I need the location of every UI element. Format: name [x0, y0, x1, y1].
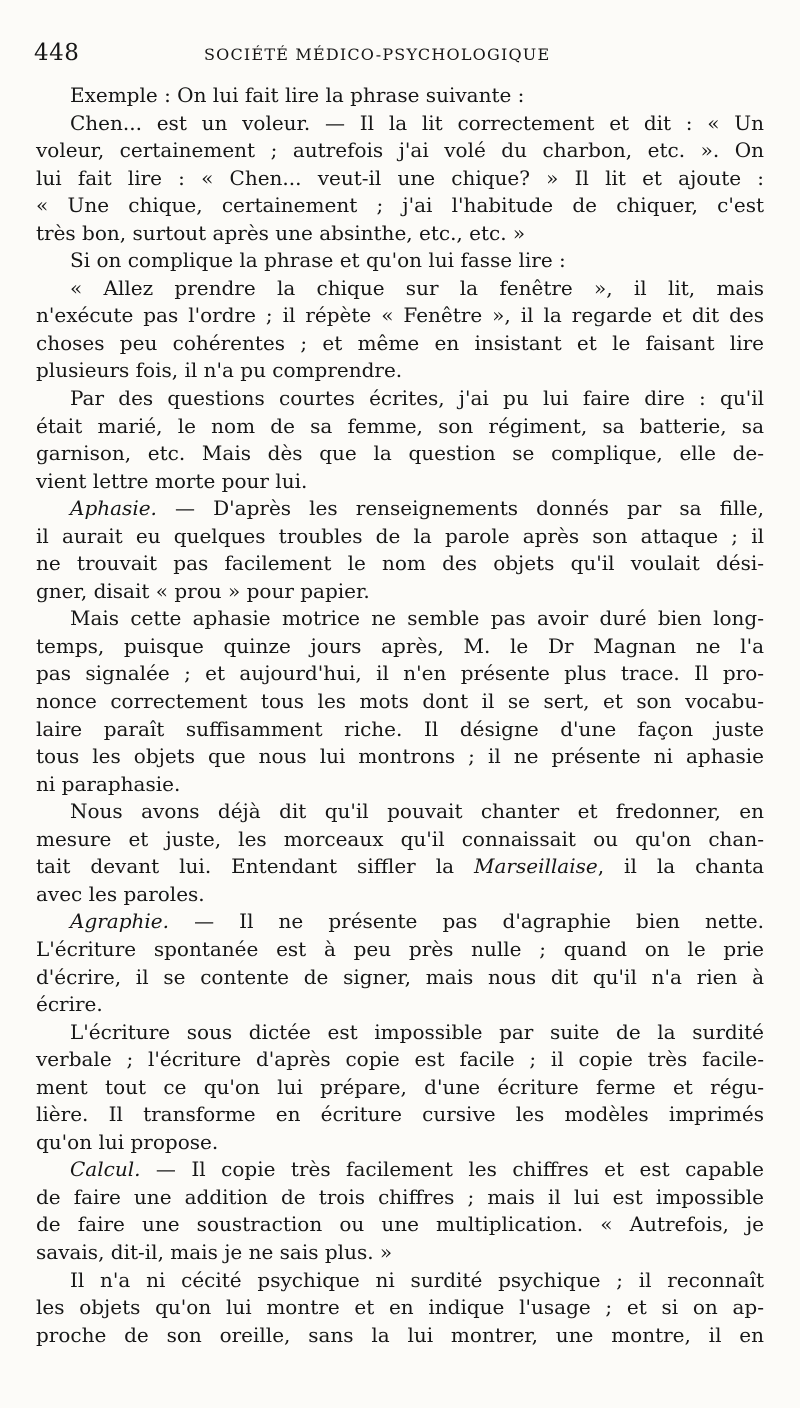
text-line: nonce correctement tous les mots dont il se sert, et son vocabu-: [36, 689, 764, 714]
text-line: de faire une soustraction ou une multiplication. « Autrefois, je: [36, 1212, 764, 1237]
text-line: Chen... est un voleur. — Il la lit correctement et dit : « Un: [70, 110, 764, 135]
text-line: Exemple : On lui fait lire la phrase suivante :: [70, 83, 525, 107]
text-line: pas signalée ; et aujourd'hui, il n'en présente plus trace. Il pro-: [36, 661, 764, 686]
text-line: lui fait lire : « Chen... veut-il une chique? » Il lit et ajoute :: [36, 165, 764, 190]
text-line: verbale ; l'écriture d'après copie est facile ; il copie très facile-: [36, 1047, 764, 1072]
body-text: [36, 82, 764, 1349]
text-line: ment tout ce qu'on lui prépare, d'une écriture ferme et régu-: [36, 1074, 764, 1099]
text-line: « Allez prendre la chique sur la fenêtre », il lit, mais: [70, 275, 764, 300]
page-number: 448: [34, 40, 80, 66]
text-line: lière. Il transforme en écriture cursive les modèles imprimés: [36, 1102, 764, 1127]
text-line: Par des questions courtes écrites, j'ai pu lui faire dire : qu'il: [70, 386, 764, 411]
text-line: « Une chique, certainement ; j'ai l'habitude de chiquer, c'est: [36, 193, 764, 218]
text-line: qu'on lui propose.: [36, 1129, 219, 1154]
text-line: tous les objets que nous lui montrons ; il ne présente ni aphasie: [36, 744, 764, 769]
text-line: très bon, surtout après une absinthe, etc., etc. »: [36, 220, 526, 245]
text-line: vient lettre morte pour lui.: [36, 468, 308, 493]
text-line: Si on complique la phrase et qu'on lui fasse lire :: [70, 248, 566, 273]
text-line: Aphasie. — D'après les renseignements donnés par sa fille,: [70, 496, 764, 521]
text-line: Calcul. — Il copie très facilement les chiffres et est capable: [70, 1157, 764, 1182]
text-line: les objets qu'on lui montre et en indique l'usage ; et si on ap-: [36, 1295, 764, 1320]
text-line: n'exécute pas l'ordre ; il répète « Fenêtre », il la regarde et dit des: [36, 303, 764, 328]
text-line: L'écriture sous dictée est impossible par suite de la surdité: [70, 1019, 764, 1044]
text-line: Nous avons déjà dit qu'il pouvait chanter et fredonner, en: [70, 799, 764, 824]
text-line: avec les paroles.: [36, 881, 205, 906]
text-line: laire paraît suffisamment riche. Il désigne d'une façon juste: [36, 716, 764, 741]
text-line: temps, puisque quinze jours après, M. le Dr Magnan ne l'a: [36, 633, 764, 658]
text-line: ne trouvait pas facilement le nom des objets qu'il voulait dési-: [36, 551, 764, 576]
running-head: SOCIÉTÉ MÉDICO-PSYCHOLOGIQUE: [204, 45, 551, 64]
text-line: Il n'a ni cécité psychique ni surdité psychique ; il reconnaît: [70, 1267, 764, 1292]
text-line: proche de son oreille, sans la lui montrer, une montre, il en: [36, 1322, 764, 1347]
text-line: était marié, le nom de sa femme, son régiment, sa batterie, sa: [36, 413, 764, 438]
text-line: ni paraphasie.: [36, 771, 181, 796]
text-line: mesure et juste, les morceaux qu'il connaissait ou qu'on chan-: [36, 826, 764, 851]
text-line: plusieurs fois, il n'a pu comprendre.: [36, 358, 403, 383]
text-line: de faire une addition de trois chiffres ; mais il lui est impossible: [36, 1184, 764, 1209]
text-line: écrire.: [36, 992, 103, 1017]
page-header: [34, 40, 770, 72]
text-line: voleur, certainement ; autrefois j'ai volé du charbon, etc. ». On: [36, 138, 764, 163]
text-line: d'écrire, il se contente de signer, mais nous dit qu'il n'a rien à: [36, 964, 764, 989]
text-line: tait devant lui. Entendant siffler la Marseillaise, il la chanta: [36, 854, 765, 879]
text-line: Mais cette aphasie motrice ne semble pas avoir duré bien long-: [70, 606, 764, 631]
text-line: Agraphie. — Il ne présente pas d'agraphie bien nette.: [70, 909, 764, 934]
text-line: L'écriture spontanée est à peu près nulle ; quand on le prie: [36, 936, 764, 961]
text-line: il aurait eu quelques troubles de la parole après son attaque ; il: [36, 523, 764, 548]
text-line: savais, dit-il, mais je ne sais plus. »: [36, 1239, 393, 1264]
text-line: gner, disait « prou » pour papier.: [36, 578, 370, 603]
text-line: garnison, etc. Mais dès que la question se complique, elle de-: [36, 441, 764, 466]
text-line: choses peu cohérentes ; et même en insistant et le faisant lire: [36, 330, 764, 355]
